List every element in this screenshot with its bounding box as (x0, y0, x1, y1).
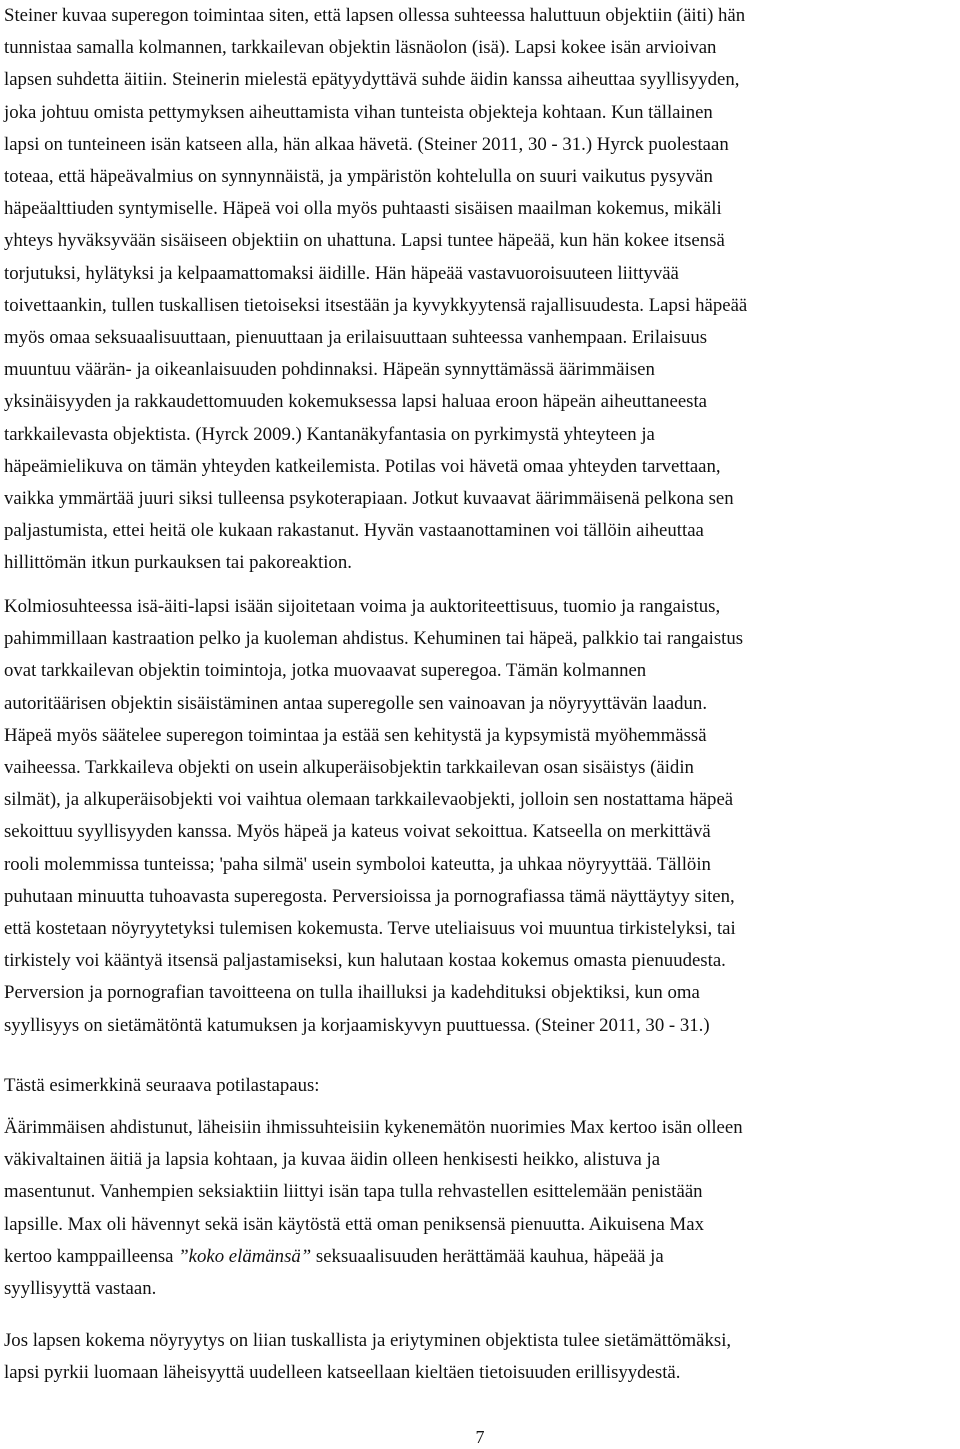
patient-case-quote: ”koko elämänsä” (178, 1245, 312, 1267)
paragraph-humiliation: Jos lapsen kokema nöyryytys on liian tuskallista ja eriytyminen objektista tulee sietämättömäksi, lapsi pyrkii luomaan läheisyyttä uudelleen katseellaan kieltäen tietoisuuden erillisyydestä. (4, 1330, 732, 1384)
patient-case-text: Äärimmäisen ahdistunut, läheisiin ihmissuhteisiin kykenemätön nuorimies Max kertoo isän olleen väkivaltainen äitiä ja lapsia kohtaan, ja kuvaa äidin olleen henkisesti heikko, alistuva ja masentunut. Vanhempien seksiaktiin liittyi isän tapa tulla rehvastellen esittelemään penistään lapsille. Max oli hävennyt sekä isän käytöstä että oman peniksensä pienuutta. Aikuisena Max kertoo kamppailleensa (4, 1117, 743, 1267)
patient-case-text-end: seksuaalisuuden herättämää kauhua, häpeää ja syyllisyyttä vastaan. (4, 1245, 664, 1300)
paragraph-triangular-relationship: Kolmiosuhteessa isä-äiti-lapsi isään sijoitetaan voima ja auktoriteettisuus, tuomio ja rangaistus, pahimmillaan kastraation pelko ja kuoleman ahdistus. Kehuminen tai häpeä, palkkio tai rangaistus ovat tarkkailevan objektin toimintoja, jotka muovaavat superegoa. Tämän kolmannen autoritäärisen objektin sisäistäminen antaa superegolle sen vainoavan ja nöyryyttävän laadun. Häpeä myös säätelee superegon toimintaa ja estää sen kehitystä ja kypsymistä myöhemmässä vaiheessa. Tarkkaileva objekti on usein alkuperäisobjektin tarkkailevan osan sisäistys (äidin silmät), ja alkuperäisobjekti voi vaihtua olemaan tarkkailevaobjekti, jolloin sen nostattama häpeä sekoittuu syyllisyyden kanssa. Myös häpeä ja kateus voivat sekoittua. Katseella on merkittävä rooli molemmissa tunteissa; 'paha silmä' usein symboloi kateutta, ja uhkaa nöyryyttää. Tällöin puhutaan minuutta tuhoavasta superegosta. Perversioissa ja pornografiassa tämä näyttäytyy siten, että kostetaan nöyryytetyksi tulemisen kokemusta. Terve uteliaisuus voi muuntua tirkistelyksi, tai tirkistely voi kääntyä itsensä paljastamiseksi, kun halutaan kostaa kokemus omasta pienuudesta. Perversion ja pornografian tavoitteena on tulla ihailluksi ja kadehdituksi objektiksi, kun oma syyllisyys on sietämätöntä katumuksen ja korjaamiskyvyn puuttuessa. (Steiner 2011, 30 - 31.) (4, 596, 744, 1036)
paragraph-patient-case (4, 1112, 948, 1305)
paragraph-case-intro: Tästä esimerkkinä seuraava potilastapaus: (4, 1075, 320, 1096)
page-number: 7 (475, 1427, 485, 1447)
paragraph-steiner-superego: Steiner kuvaa superegon toimintaa siten, että lapsen ollessa suhteessa haluttuun objektiin (äiti) hän tunnistaa samalla kolmannen, tarkkailevan objektin läsnäolon (isä). Lapsi kokee isän arvioivan lapsen suhdetta äitiin. Steinerin mielestä epätyydyttävä suhde äidin kanssa aiheuttaa syyllisyyden, joka johtuu omista pettymyksen aiheuttamista vihan tunteista objekteja kohtaan. Kun tällainen lapsi on tunteineen isän katseen alla, hän alkaa hävetä. (Steiner 2011, 30 - 31.) Hyrck puolestaan toteaa, että häpeävalmius on synnynnäistä, ja ympäristön kohtelulla on suuri vaikutus pysyvän häpeäalttiuden syntymiselle. Häpeä voi olla myös puhtaasti sisäisen maailman kokemus, mikäli yhteys hyväksyvään sisäiseen objektiin on uhattuna. Lapsi tuntee häpeää, kun hän kokee itsensä torjutuksi, hylätyksi ja kelpaamattomaksi äidille. Hän häpeää vastavuoroisuuteen liittyvää toivettaankin, tullen tuskallisen tietoiseksi itsestään ja kyvykkyytensä rajallisuudesta. Lapsi häpeää myös omaa seksuaalisuuttaan, pienuuttaan ja erilaisuuttaan suhteessa vanhempaan. Erilaisuus muuntuu väärän- ja oikeanlaisuuden pohdinnaksi. Häpeän synnyttämässä äärimmäisen yksinäisyyden ja rakkaudettomuuden kokemuksessa lapsi haluaa eroon häpeän aiheuttaneesta tarkkailevasta objektista. (Hyrck 2009.) Kantanäkyfantasia on pyrkimystä yhteyteen ja häpeämielikuva on tämän yhteyden katkeilemista. Potilas voi hävetä omaa yhteyden tarvettaan, vaikka ymmärtää juuri siksi tulleensa psykoterapiaan. Jotkut kuvaavat äärimmäisenä pelkona sen paljastumista, ettei heitä ole kukaan rakastanut. Hyvän vastaanottaminen voi tällöin aiheuttaa hillittömän itkun purkauksen tai pakoreaktion. (4, 5, 748, 574)
